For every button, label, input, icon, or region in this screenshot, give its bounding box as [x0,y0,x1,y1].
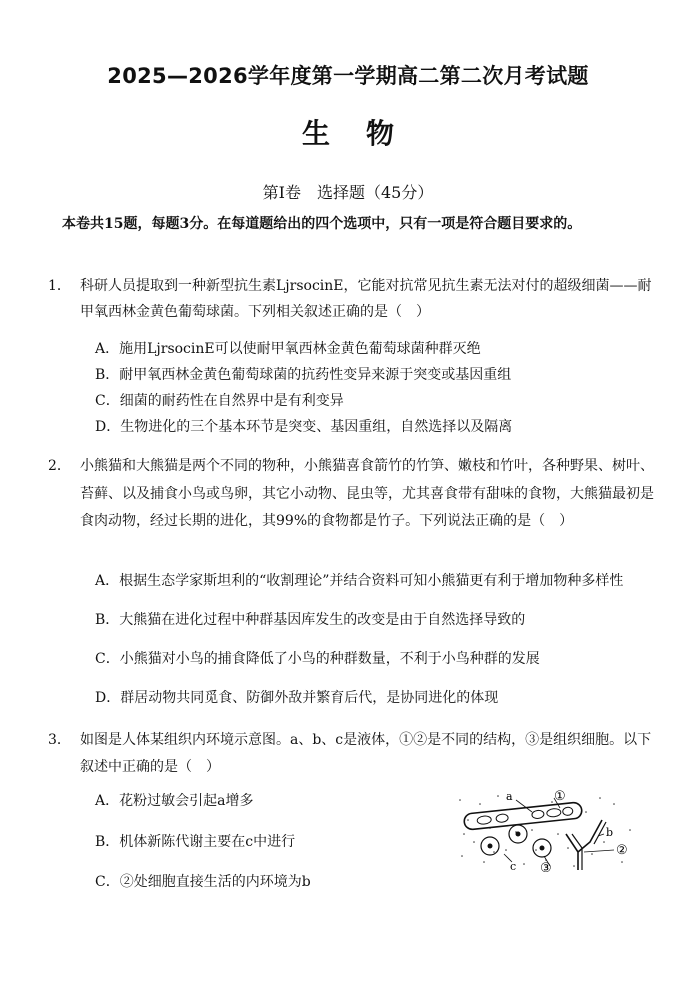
option-d: D．群居动物共同觅食、防御外敌并繁育后代，是协同进化的体现 [95,690,499,706]
label-a: a [506,790,513,803]
label-c: c [510,860,517,872]
option-c: C．细菌的耐药性在自然界中是有利变异 [95,393,344,409]
option-b: B．大熊猫在进化过程中种群基因库发生的改变是由于自然选择导致的 [95,612,526,628]
label-1: ① [554,790,566,804]
question-stem: 小熊猫和大熊猫是两个不同的物种，小熊猫喜食箭竹的竹笋、嫩枝和竹叶，各种野果、树叶、苔藓、以及捕食小鸟或鸟卵，其它小动物、昆虫等，尤其喜食带有甜味的食物，大熊猫最初是食肉动物，经过长期的进化，其99%的食物都是竹子。下列说法正确的是（ ） [80,458,654,529]
question-number: 2． [48,458,71,474]
question-number: 3． [48,732,71,748]
option-c: C．②处细胞直接生活的内环境为b [95,874,311,890]
instructions-paragraph: 本卷共15题，每题3分。在每道题给出的四个选项中，只有一项是符合题目要求的。 [62,216,582,232]
subject-title: 生物 [301,117,430,150]
question-stem: 科研人员提取到一种新型抗生素LjrsocinE，它能对抗常见抗生素无法对付的超级细菌——耐甲氧西林金黄色葡萄球菌。下列相关叙述正确的是（ ） [80,278,652,320]
label-3: ③ [540,861,552,872]
exam-title: 2025—2026学年度第一学期高二第二次月考试题 [107,64,589,88]
label-2: ② [616,843,628,858]
tissue-environment-diagram [454,790,638,872]
option-b: B．机体新陈代谢主要在c中进行 [95,834,296,850]
option-a: A．根据生态学家斯坦利的“收割理论”并结合资料可知小熊猫更有利于增加物种多样性 [95,573,624,589]
option-c: C．小熊猫对小鸟的捕食降低了小鸟的种群数量，不利于小鸟种群的发展 [95,651,540,667]
option-a: A．施用LjrsocinE可以使耐甲氧西林金黄色葡萄球菌种群灭绝 [95,341,481,357]
question-stem: 如图是人体某组织内环境示意图。a、b、c是液体，①②是不同的结构，③是组织细胞。以下叙述中正确的是（ ） [80,732,652,775]
option-d: D．生物进化的三个基本环节是突变、基因重组，自然选择以及隔离 [95,419,513,435]
label-b: b [606,826,614,839]
question-number: 1． [48,278,71,294]
option-a: A．花粉过敏会引起a增多 [95,793,254,809]
option-b: B．耐甲氧西林金黄色葡萄球菌的抗药性变异来源于突变或基因重组 [95,367,512,383]
section-heading: 第Ⅰ卷 选择题（45分） [262,183,434,202]
